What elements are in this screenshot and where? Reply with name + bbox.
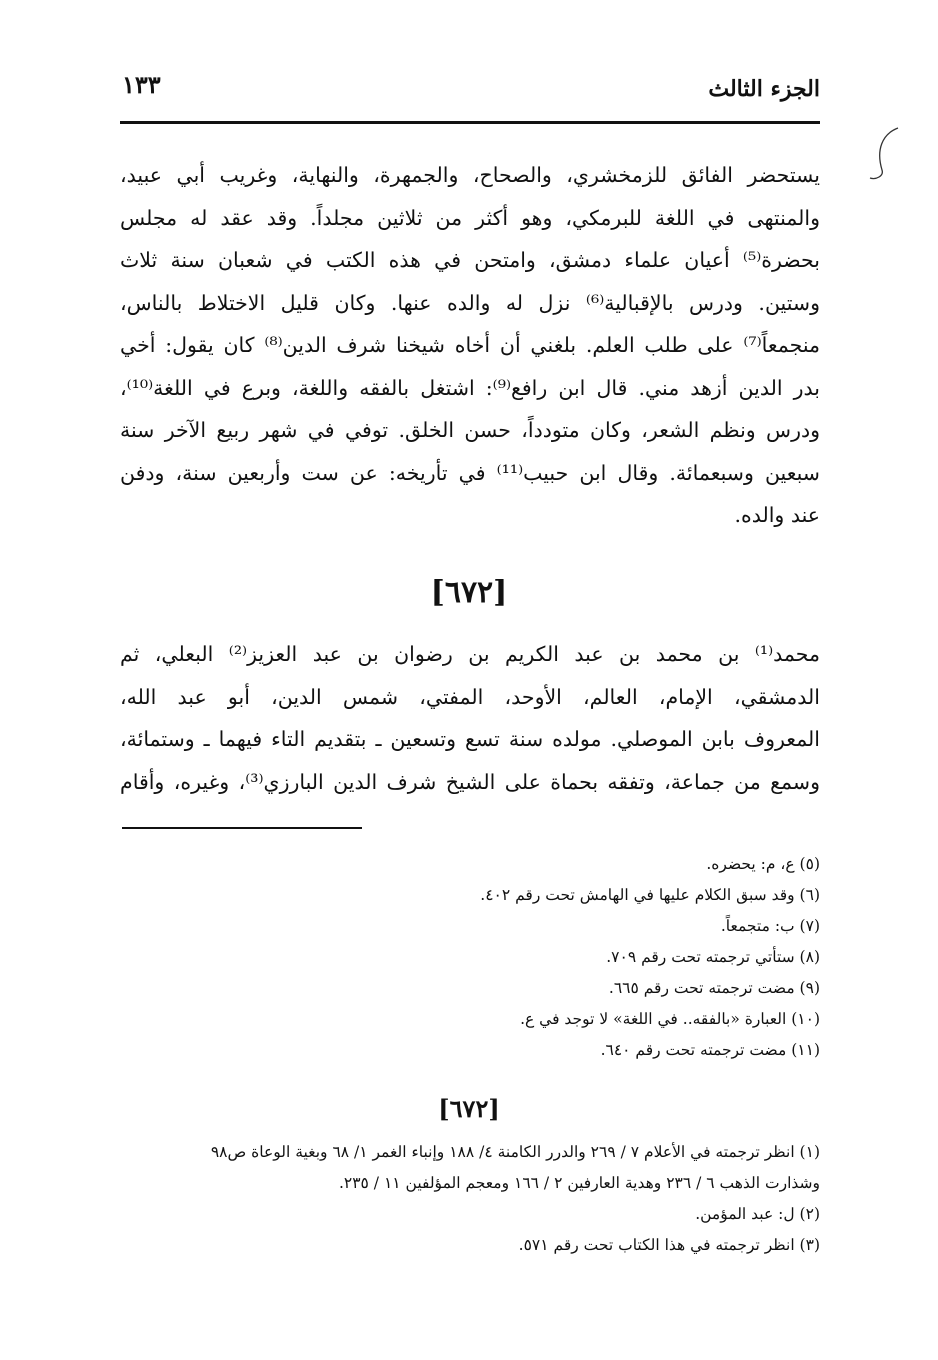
- text-line: عند والده.: [734, 503, 820, 527]
- text-line: يستحضر الفائق للزمخشري، والصحاح، والجمهرة، والنهاية، وغريب أبي عبيد،: [120, 163, 820, 187]
- text-line: المعروف بابن الموصلي. مولده سنة تسع وتسعين ـ بتقديم التاء فيهما ـ وستمائة،: [120, 727, 820, 751]
- text-line: والمنتهى في اللغة للبرمكي، وهو أكثر من ثلاثين مجلداً. وقد عقد له مجلس: [120, 205, 820, 230]
- text-line: بدر الدين أزهد مني. قال ابن رافع⁽⁹⁾: اشتغل بالفقه واللغة، وبرع في اللغة⁽¹⁰⁾،: [120, 375, 821, 400]
- footnote: (٧) ب: متجمعاً.: [720, 917, 820, 935]
- text-line: الدمشقي، الإمام، العالم، الأوحد، المفتي، شمس الدين، أبو عبد الله،: [120, 684, 820, 709]
- text-line: محمد⁽¹⁾ بن محمد بن عبد الكريم بن رضوان بن عبد العزيز⁽²⁾ البعلي، ثم: [120, 642, 820, 666]
- footnote: (١١) مضت ترجمته تحت رقم ٦٤٠.: [600, 1041, 820, 1059]
- footnote: (٦) وقد سبق الكلام عليها في الهامش تحت رقم ٤٠٢.: [480, 886, 820, 904]
- text-line: بحضرة⁽⁵⁾ أعيان علماء دمشق، وامتحن في هذه الكتب في شعبان سنة ثلاث: [120, 248, 820, 272]
- margin-pen-mark: [868, 124, 918, 184]
- footnotes-previous-entry: [120, 849, 820, 1066]
- footnote: (١٠) العبارة «بالفقه.. في اللغة» لا توجد في ع.: [520, 1010, 820, 1028]
- text-line: سبعين وسبعمائة. وقال ابن حبيب⁽¹¹⁾ في تأريخه: عن ست وأربعين سنة، ودفن: [120, 460, 820, 485]
- footnote-separator: [122, 827, 362, 829]
- text-line: وستين. ودرس بالإقبالية⁽⁶⁾ نزل له والده عنها. وكان قليل الاختلاط بالناس،: [120, 290, 821, 315]
- text-line: وسمع من جماعة، وتفقه بحماة على الشيخ شرف الدين البارزي⁽³⁾، وغيره، وأقام: [120, 769, 820, 794]
- text-line: منجمعاً⁽⁷⁾ على طلب العلم. بلغني أن أخاه شيخنا شرف الدين⁽⁸⁾ كان يقول: أخي: [120, 333, 820, 357]
- footnote: (١) انظر ترجمته في الأعلام ٧ / ٢٦٩ والدرر الكامنة ٤/ ١٨٨ وإنباء الغمر ١/ ٦٨ وبغية الوعاة ص٩٨: [210, 1143, 820, 1161]
- footnote: (٥) ع، م: يحضره.: [706, 855, 820, 873]
- page-number: ١٣٣: [122, 70, 161, 99]
- footnotes-entry: [120, 1137, 820, 1261]
- text-line: ودرس ونظم الشعر، وكان متودداً، حسن الخلق. توفي في شهر ربيع الآخر سنة: [120, 418, 820, 442]
- footnote: (٩) مضت ترجمته تحت رقم ٦٦٥.: [608, 979, 820, 997]
- footnote: (٢) ل: عبد المؤمن.: [695, 1205, 820, 1223]
- header-rule: [120, 121, 820, 124]
- entry-number-heading: [٦٧٢]: [430, 575, 508, 610]
- previous-entry-text: [120, 154, 820, 537]
- entry-text: [120, 633, 820, 803]
- running-title: الجزء الثالث: [708, 76, 820, 102]
- footnote: (٣) انظر ترجمته في هذا الكتاب تحت رقم ٥٧١.: [518, 1236, 820, 1254]
- footnote: وشذارت الذهب ٦ / ٢٣٦ وهدية العارفين ٢ / ١٦٦ ومعجم المؤلفين ١١ / ٢٣٥.: [338, 1174, 820, 1192]
- footnotes-entry-heading: [٦٧٢]: [438, 1094, 500, 1123]
- footnote: (٨) ستأتي ترجمته تحت رقم ٧٠٩.: [606, 948, 820, 966]
